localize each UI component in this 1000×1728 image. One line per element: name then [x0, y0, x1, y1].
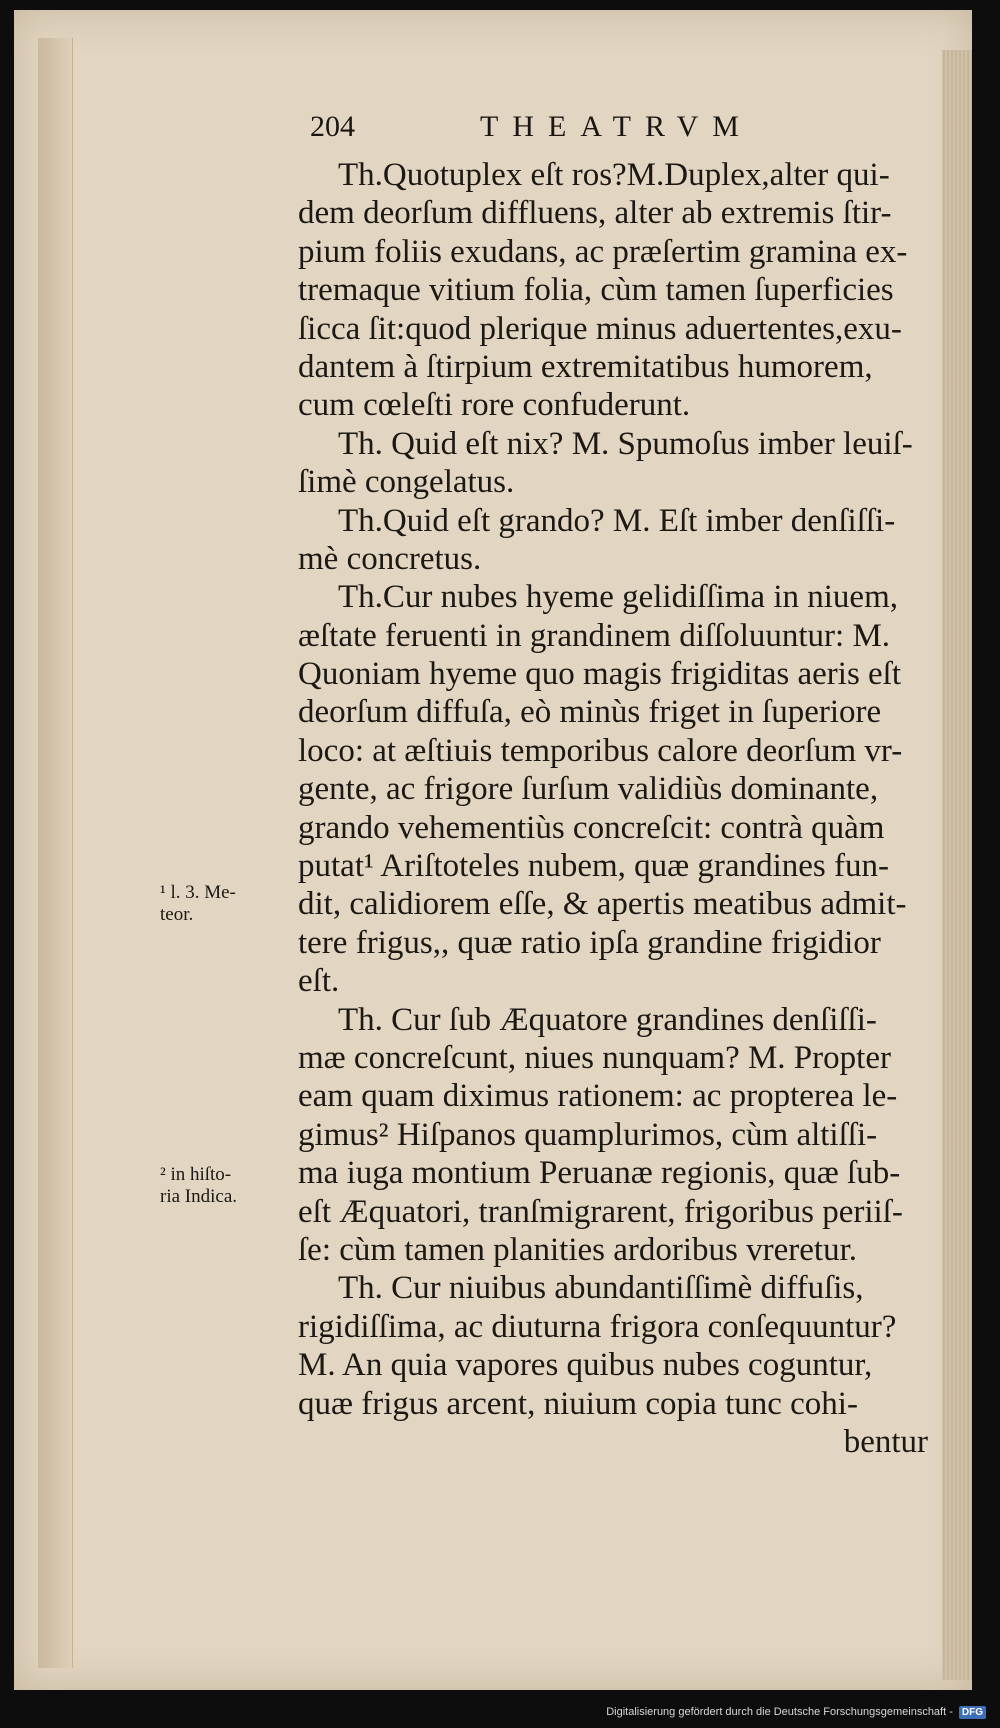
- text-line: eam quam diximus rationem: ac propterea le-: [298, 1078, 898, 1115]
- text-line: eſt Æquatori, tranſmigrarent, frigoribus periiſ-: [298, 1193, 903, 1230]
- page-number: 204: [310, 110, 355, 143]
- text-line: mè concretus.: [298, 540, 482, 577]
- page-edge: [942, 50, 972, 1680]
- text-line: dantem à ſtirpium extremitatibus humorem,: [298, 348, 873, 385]
- text-line: ſimè congelatus.: [298, 464, 515, 501]
- body-text: [298, 156, 938, 1461]
- marginal-note-line: ¹ l. 3. Me-: [160, 882, 236, 903]
- text-line: Th. Cur niuibus abundantiſſimè diffuſis,: [338, 1270, 864, 1307]
- catchword: bentur: [843, 1423, 928, 1460]
- text-line: gimus² Hiſpanos quamplurimos, cùm altiſſi-: [298, 1116, 878, 1153]
- text-line: ſe: cùm tamen planities ardoribus vreretur.: [298, 1231, 857, 1268]
- text-line: quæ frigus arcent, niuium copia tunc cohi-: [298, 1385, 858, 1422]
- text-line: gente, ac frigore ſurſum validiùs dominante,: [298, 771, 879, 808]
- marginal-note-aristotle: [160, 882, 280, 926]
- dfg-logo-icon: DFG: [959, 1706, 986, 1719]
- marginal-note-historia: [160, 1164, 280, 1208]
- text-line: dit, calidiorem eſſe, & apertis meatibus admit-: [298, 886, 907, 923]
- text-line: mæ concreſcunt, niues nunquam? M. Propter: [298, 1039, 891, 1076]
- text-line: putat¹ Ariſtoteles nubem, quæ grandines fun-: [298, 848, 889, 885]
- text-line: loco: at æſtiuis temporibus calore deorſum vr-: [298, 732, 903, 769]
- text-line: ſicca ſit:quod plerique minus aduertentes,exu-: [298, 310, 902, 347]
- marginal-note-line: ² in hiſto-: [160, 1164, 232, 1185]
- text-line: ma iuga montium Peruanæ regionis, quæ ſub-: [298, 1155, 901, 1192]
- text-line: deorſum diffuſa, eò minùs friget in ſuperiore: [298, 694, 882, 731]
- text-line: tremaque vitium folia, cùm tamen ſuperficies: [298, 272, 894, 309]
- text-line: M. An quia vapores quibus nubes coguntur,: [298, 1347, 873, 1384]
- text-line: eſt.: [298, 963, 340, 1000]
- text-line: Th.Quotuplex eſt ros?M.Duplex,alter qui-: [338, 157, 890, 193]
- text-line: Quoniam hyeme quo magis frigiditas aeris eſt: [298, 656, 902, 693]
- text-line: Th.Cur nubes hyeme gelidiſſima in niuem,: [338, 579, 898, 616]
- digitization-footer: [606, 1702, 986, 1722]
- text-line: Th.Quid eſt grando? M. Eſt imber denſiſſi-: [338, 502, 896, 539]
- text-line: tere frigus,, quæ ratio ipſa grandine frigidior: [298, 924, 881, 961]
- text-line: æſtate feruenti in grandinem diſſoluuntur: M.: [298, 617, 891, 654]
- text-line: cum cœleſti rore confuderunt.: [298, 387, 691, 424]
- text-line: pium foliis exudans, ac præſertim gramina ex-: [298, 233, 908, 270]
- text-line: rigidiſſima, ac diuturna frigora conſequuntur?: [298, 1308, 897, 1345]
- text-line: Th. Quid eſt nix? M. Spumoſus imber leuiſ-: [338, 425, 913, 462]
- page-binding: [38, 38, 73, 1668]
- running-head: [310, 110, 830, 154]
- text-line: Th. Cur ſub Æquatore grandines denſiſſi-: [338, 1001, 877, 1038]
- footer-credit: Digitalisierung gefördert durch die Deutsche Forschungsgemeinschaft -: [606, 1706, 953, 1718]
- marginal-note-line: teor.: [160, 904, 194, 925]
- text-line: grando vehementiùs concreſcit: contrà quàm: [298, 809, 885, 846]
- marginal-note-line: ria Indica.: [160, 1186, 238, 1207]
- text-line: dem deorſum diffluens, alter ab extremis ſtir-: [298, 195, 892, 232]
- running-title: THEATRVM: [480, 110, 753, 143]
